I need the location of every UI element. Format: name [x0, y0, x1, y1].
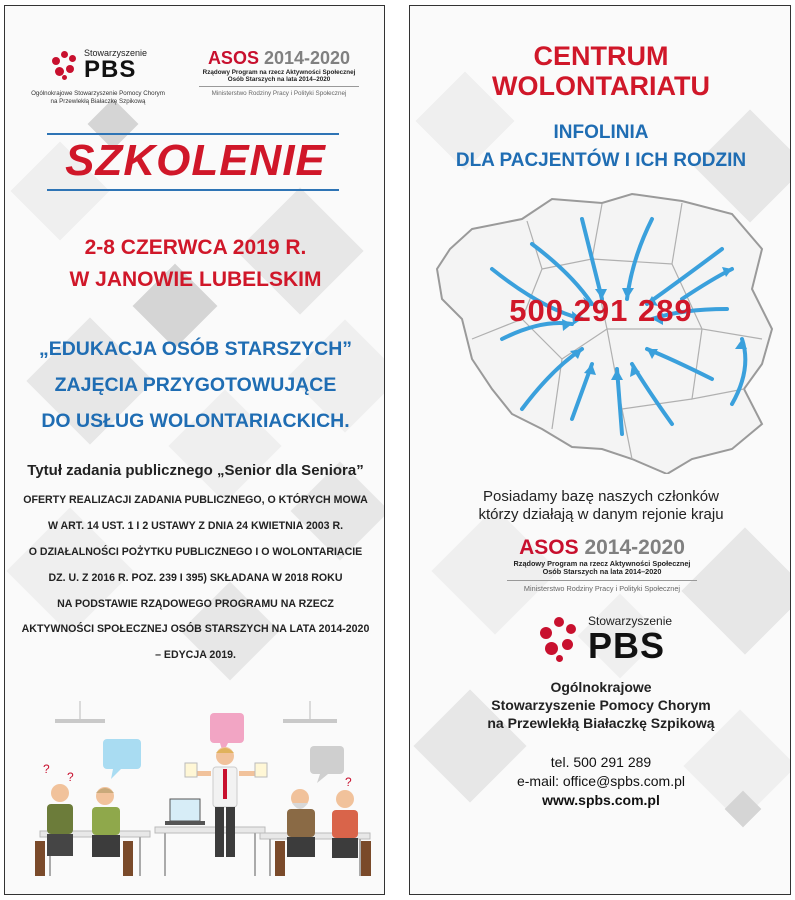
asos-logo-line: Osób Starszych na lata 2014–2020 [227, 76, 331, 84]
asos-logo-years: 2014-2020 [584, 536, 685, 559]
poland-outline [437, 194, 772, 474]
legal-text-line: W ART. 14 UST. 1 I 2 USTAWY Z DNIA 24 KWIETNIA 2003 R. [47, 520, 344, 532]
asos-logo-asos: ASOS [519, 536, 579, 559]
senior-person-figure [35, 784, 73, 876]
asos-logo-asos: ASOS [207, 48, 259, 68]
contact-phone: tel. 500 291 289 [550, 754, 652, 770]
legal-text-line: DZ. U. Z 2016 R. POZ. 239 I 395) SKŁADANA W 2018 ROKU [48, 572, 343, 584]
infoline-label: INFOLINIA [553, 122, 649, 143]
pbs-logo-mark-icon [538, 615, 582, 663]
training-topic-line: ZAJĘCIA PRZYGOTOWUJĄCE [54, 374, 337, 396]
pbs-logo-small: Stowarzyszenie [588, 614, 673, 628]
asos-logo [502, 536, 702, 593]
asos-logo-years: 2014-2020 [263, 48, 351, 68]
poland-map [432, 189, 777, 474]
training-flyer-panel [4, 5, 385, 895]
pbs-caption-line: Ogólnokrajowe Stowarzyszenie Pomocy Chorym [31, 90, 165, 97]
legal-text-line: – EDYCJA 2019. [155, 649, 236, 661]
ceiling-lamp-icon [283, 701, 337, 723]
question-mark: ? [345, 775, 352, 789]
training-place: W JANOWIE LUBELSKIM [69, 268, 322, 291]
legal-text-line: AKTYWNOŚCI SPOŁECZNEJ OSÓB STARSZYCH NA LATA 2014-2020 [21, 623, 370, 635]
pbs-caption-line: na Przewlekłą Białaczkę Szpikową [50, 98, 146, 106]
training-date: 2-8 CZERWCA 2019 R. [84, 236, 307, 259]
question-mark: ? [43, 762, 50, 776]
pbs-logo-small: Stowarzyszenie [84, 48, 148, 58]
asos-logo-ministry: Ministerstwo Rodziny Pracy i Polityki Społecznej [211, 90, 347, 98]
infoline-phone-number: 500 291 289 [509, 293, 693, 328]
organization-name-line: Ogólnokrajowe [550, 679, 652, 695]
organization-name-line: Stowarzyszenie Pomocy Chorym [491, 697, 711, 713]
organization-name-line: na Przewlekłą Białaczkę Szpikową [487, 715, 715, 731]
pbs-logo-caption [23, 90, 173, 106]
legal-text-line: O DZIAŁALNOŚCI POŻYTKU PUBLICZNEGO I O WOLONTARIACIE [28, 546, 363, 558]
pbs-logo-big: PBS [84, 56, 137, 83]
asos-logo-line: Rządowy Program na rzecz Aktywności Społecznej [513, 559, 691, 568]
volunteer-center-panel [409, 5, 791, 895]
members-text-line: którzy działają w danym rejonie kraju [478, 506, 724, 523]
pbs-logo [50, 48, 147, 82]
pbs-logo [538, 614, 672, 664]
ceiling-lamp-icon [55, 701, 105, 723]
decorative-diamond [168, 389, 281, 502]
asos-logo-line: Rządowy Program na rzecz Aktywności Społecznej [202, 69, 356, 76]
speech-bubble-icon [210, 713, 244, 753]
seniors-classroom-illustration [5, 701, 385, 895]
heading-rule-bottom [47, 189, 339, 191]
training-heading: SZKOLENIE [65, 136, 326, 185]
members-text-line: Posiadamy bazę naszych członków [483, 488, 719, 505]
public-task-title: Tytuł zadania publicznego „Senior dla Seniora” [27, 462, 364, 479]
contact-website[interactable]: www.spbs.com.pl [542, 792, 660, 808]
legal-text-line: OFERTY REALIZACJI ZADANIA PUBLICZNEGO, O KTÓRYCH MOWA [23, 494, 368, 506]
center-title-line: WOLONTARIATU [492, 71, 710, 101]
pbs-logo-mark-icon [50, 49, 80, 81]
question-mark: ? [67, 770, 74, 784]
contact-email[interactable]: e-mail: office@spbs.com.pl [516, 773, 685, 789]
training-topic-line: „EDUKACJA OSÓB STARSZYCH” [38, 338, 353, 360]
pbs-logo-big: PBS [588, 625, 666, 666]
asos-logo-line: Osób Starszych na lata 2014–2020 [542, 567, 662, 577]
speech-bubble-icon [103, 739, 141, 779]
speech-bubble-icon [310, 746, 344, 783]
legal-text-line: NA PODSTAWIE RZĄDOWEGO PROGRAMU NA RZECZ [57, 598, 334, 610]
infoline-audience: DLA PACJENTÓW I ICH RODZIN [455, 150, 747, 171]
asos-logo [193, 48, 365, 97]
asos-logo-ministry: Ministerstwo Rodziny Pracy i Polityki Społecznej [523, 583, 681, 593]
training-topic-line: DO USŁUG WOLONTARIACKICH. [41, 410, 350, 432]
heading-rule-top [47, 133, 339, 135]
center-title-line: CENTRUM [533, 41, 669, 71]
